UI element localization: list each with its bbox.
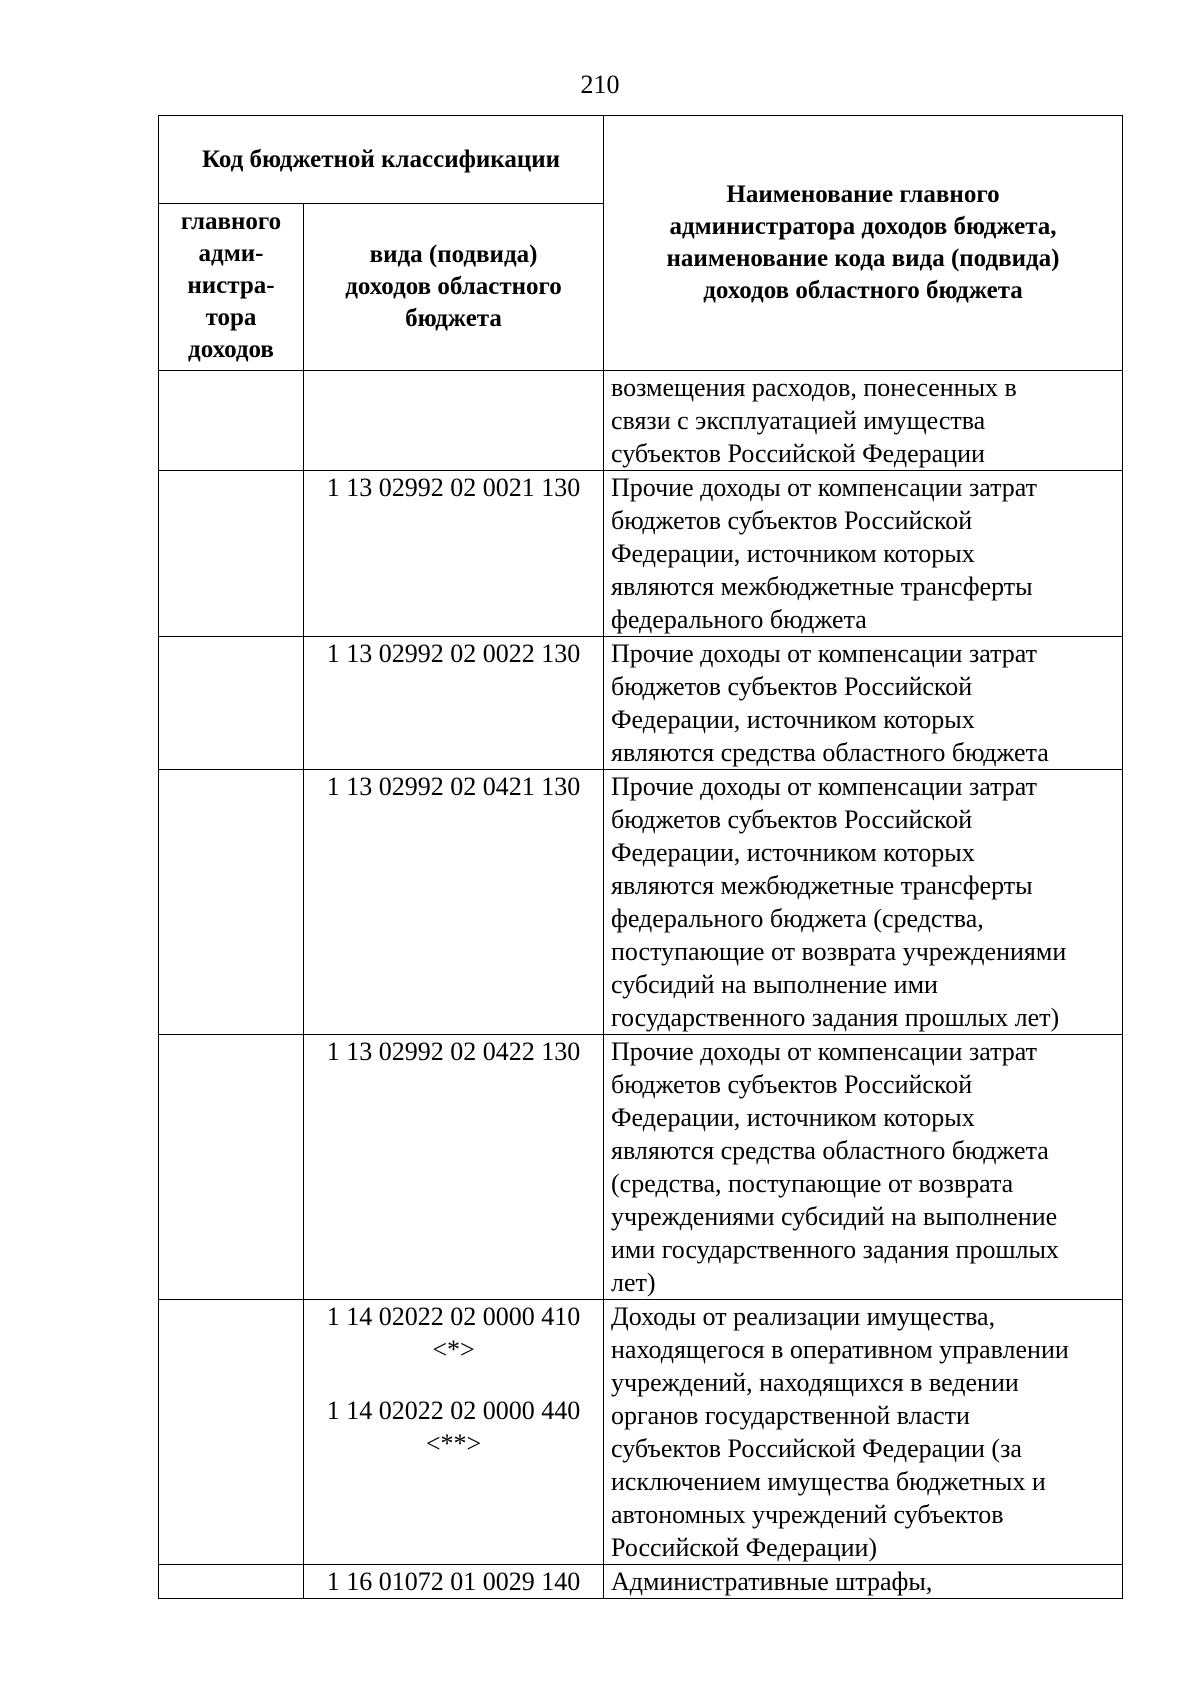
description-line: находящегося в оперативном управлении	[611, 1335, 1069, 1364]
description-line: бюджетов субъектов Российской	[611, 506, 973, 535]
admin-code-cell	[159, 371, 304, 471]
description-line: Федерации, источником которых	[611, 1103, 975, 1132]
description-line: Прочие доходы от компенсации затрат	[611, 473, 1038, 502]
income-code-cell	[304, 637, 604, 770]
description-line: бюджетов субъектов Российской	[611, 805, 973, 834]
description-cell	[604, 471, 1123, 637]
admin-code-cell	[159, 471, 304, 637]
table-header	[159, 116, 1123, 371]
header-line: главного	[180, 208, 282, 235]
description-line: Федерации, источником которых	[611, 705, 975, 734]
header-line: доходов	[188, 336, 274, 363]
description-cell	[604, 1035, 1123, 1300]
description-line: Прочие доходы от компенсации затрат	[611, 639, 1038, 668]
header-line: адми-	[198, 240, 264, 267]
description-line: возмещения расходов, понесенных в	[611, 373, 1017, 402]
table-row	[159, 471, 1123, 637]
description-line: государственного задания прошлых лет)	[611, 1003, 1060, 1032]
income-code-cell	[304, 471, 604, 637]
description-line: являются межбюджетные трансферты	[611, 572, 1033, 601]
income-code-cell	[304, 371, 604, 471]
header-line: доходов областного бюджета	[703, 277, 1023, 304]
description-line: Российской Федерации)	[611, 1533, 878, 1562]
description-line: являются средства областного бюджета	[611, 1136, 1049, 1165]
admin-code-cell	[159, 1565, 304, 1599]
description-line: поступающие от возврата учреждениями	[611, 937, 1067, 966]
income-code: 1 13 02992 02 0022 130	[326, 639, 581, 668]
description-line: органов государственной власти	[611, 1401, 970, 1430]
income-code-cell	[304, 1565, 604, 1599]
header-income-code-column	[304, 204, 604, 371]
description-line: субъектов Российской Федерации	[611, 439, 985, 468]
footnote-marker: <**>	[425, 1429, 482, 1458]
description-line: субъектов Российской Федерации (за	[611, 1434, 1022, 1463]
description-line: Прочие доходы от компенсации затрат	[611, 772, 1038, 801]
description-cell	[604, 371, 1123, 471]
description-line: ими государственного задания прошлых	[611, 1235, 1059, 1264]
table-row	[159, 770, 1123, 1035]
description-line: являются межбюджетные трансферты	[611, 871, 1033, 900]
admin-code-cell	[159, 637, 304, 770]
income-code-cell	[304, 1035, 604, 1300]
income-code: 1 16 01072 01 0029 140	[326, 1567, 581, 1596]
income-code: 1 14 02022 02 0000 410	[326, 1302, 581, 1331]
description-line: Прочие доходы от компенсации затрат	[611, 1037, 1038, 1066]
description-line: учреждениями субсидий на выполнение	[611, 1202, 1058, 1231]
table-body	[159, 371, 1123, 1599]
description-line: (средства, поступающие от возврата	[611, 1169, 1014, 1198]
header-line: наименование кода вида (подвида)	[666, 245, 1060, 272]
description-line: автономных учреждений субъектов	[611, 1500, 1004, 1529]
page-number: 210	[580, 70, 620, 99]
header-line: вида (подвида)	[369, 241, 538, 268]
table-row	[159, 637, 1123, 770]
description-line: федерального бюджета (средства,	[611, 904, 984, 933]
header-line: тора	[205, 304, 257, 331]
income-code-cell	[304, 770, 604, 1035]
income-code: 1 13 02992 02 0421 130	[326, 772, 581, 801]
header-line: бюджета	[405, 305, 502, 332]
description-line: Административные штрафы,	[611, 1567, 933, 1596]
admin-code-cell	[159, 1300, 304, 1565]
description-line: связи с эксплуатацией имущества	[611, 406, 986, 435]
header-admin-code-column	[159, 204, 304, 371]
header-budget-classification-code: Код бюджетной классификации	[159, 116, 604, 204]
income-code: 1 14 02022 02 0000 440	[326, 1396, 581, 1425]
description-line: федерального бюджета	[611, 605, 867, 634]
table-row	[159, 1300, 1123, 1565]
income-code: 1 13 02992 02 0422 130	[326, 1037, 581, 1066]
budget-classification-table	[158, 115, 1123, 1599]
income-code: 1 13 02992 02 0021 130	[326, 473, 581, 502]
table-row	[159, 371, 1123, 471]
income-code-cell	[304, 1300, 604, 1565]
description-line: Федерации, источником которых	[611, 539, 975, 568]
description-line: бюджетов субъектов Российской	[611, 672, 973, 701]
header-line: администратора доходов бюджета,	[669, 213, 1057, 240]
table-row	[159, 1565, 1123, 1599]
description-line: исключением имущества бюджетных и	[611, 1467, 1046, 1496]
description-line: лет)	[611, 1268, 656, 1297]
description-line: учреждений, находящихся в ведении	[611, 1368, 1019, 1397]
header-line: нистра-	[187, 272, 275, 299]
table-row	[159, 1035, 1123, 1300]
footnote-marker: <*>	[432, 1335, 475, 1364]
admin-code-cell	[159, 1035, 304, 1300]
header-name-column	[604, 116, 1123, 371]
description-cell	[604, 637, 1123, 770]
admin-code-cell	[159, 770, 304, 1035]
header-line: доходов областного	[345, 273, 562, 300]
description-cell	[604, 1300, 1123, 1565]
description-line: бюджетов субъектов Российской	[611, 1070, 973, 1099]
description-line: Федерации, источником которых	[611, 838, 975, 867]
description-line: являются средства областного бюджета	[611, 738, 1049, 767]
description-cell	[604, 1565, 1123, 1599]
description-cell	[604, 770, 1123, 1035]
header-line: Наименование главного	[726, 181, 1000, 208]
description-line: Доходы от реализации имущества,	[611, 1302, 996, 1331]
code-spacer	[304, 1366, 603, 1394]
description-line: субсидий на выполнение ими	[611, 970, 938, 999]
